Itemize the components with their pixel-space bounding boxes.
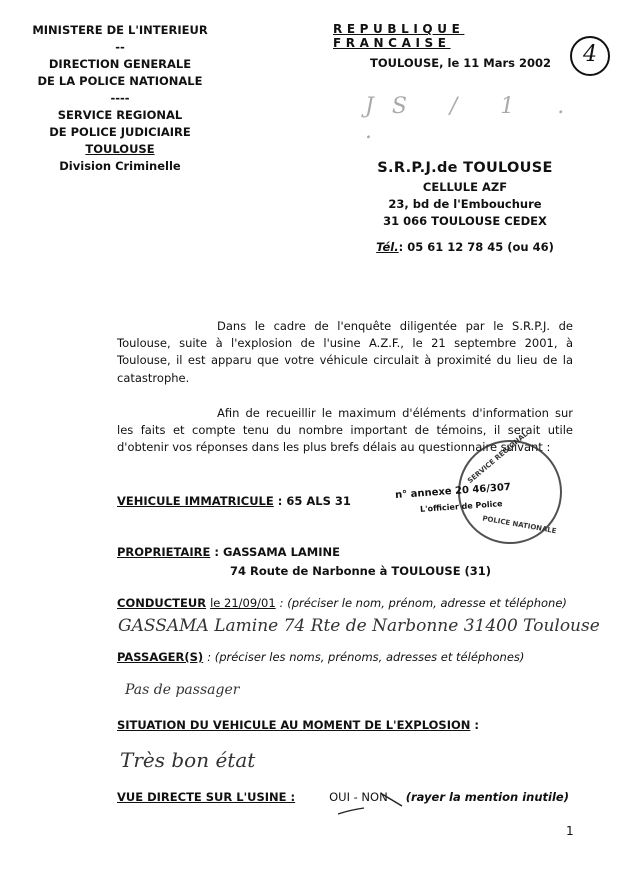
cellule-name: CELLULE AZF [422,180,508,194]
telephone [340,240,590,254]
passenger-label: PASSAGER(S) [117,650,204,664]
vehicle-row [117,494,351,508]
stamp-overlay-line2: L'officier de Police [419,499,503,514]
page-mark-circle: 4 [570,36,610,76]
issuer-block [20,22,220,175]
view-label: VUE DIRECTE SUR L'USINE : [117,790,296,804]
sender-block [340,160,590,254]
stamp-overlay-line1: n° annexe 20 46/307 [394,481,512,502]
situation-label: SITUATION DU VEHICULE AU MOMENT DE L'EXPLOSION [117,718,471,732]
stamp-text-top: SERVICE REGIONAL [466,430,530,486]
separator: ---- [110,91,130,105]
direction-line2: DE LA POLICE NATIONALE [37,74,203,88]
handwritten-reference: JS / 1 . . [365,94,583,144]
view-value: OUI - NON [329,790,388,804]
situation-row [117,718,479,732]
passenger-answer: Pas de passager [125,682,240,698]
service-city: TOULOUSE [85,142,155,156]
stamp-text-bottom: POLICE NATIONALE [481,514,558,536]
tel-label: Tél. [376,240,399,254]
vehicle-label: VEHICULE IMMATRICULE [117,494,274,508]
driver-date: le 21/09/01 [210,596,276,610]
driver-answer: GASSAMA Lamine 74 Rte de Narbonne 31400 Toulouse [118,616,600,636]
passenger-row [117,650,524,664]
address-line1: 23, bd de l'Embouchure [388,197,542,211]
republic-title: REPUBLIQUE FRANCAISE [333,22,465,50]
owner-row [117,545,340,559]
intro-paragraph: Dans le cadre de l'enquête diligentée par le S.R.P.J. de Toulouse, suite à l'explosion de l'usine A.Z.F., le 21 septembre 2001, à Toulouse, il est apparu que votre véhicule circulait à proximité du lieu de la catastrophe. [117,319,573,385]
situation-answer: Très bon état [120,748,256,772]
handwritten-strike-marks [330,788,420,818]
srpj-name: S.R.P.J.de TOULOUSE [377,160,553,176]
owner-address: 74 Route de Narbonne à TOULOUSE (31) [230,564,492,578]
passenger-hint: : (préciser les noms, prénoms, adresses et téléphones) [207,650,525,664]
division-name: Division Criminelle [59,159,181,173]
separator: -- [115,40,125,54]
situation-colon: : [474,718,480,732]
address-line2: 31 066 TOULOUSE CEDEX [383,214,547,228]
letter-date: TOULOUSE, le 11 Mars 2002 [370,56,551,70]
owner-value: : GASSAMA LAMINE [214,545,341,559]
view-hint: (rayer la mention inutile) [405,790,569,804]
vehicle-value: : 65 ALS 31 [277,494,351,508]
direction-line1: DIRECTION GENERALE [48,57,192,71]
service-line1: SERVICE REGIONAL [57,108,183,122]
driver-label: CONDUCTEUR [117,596,207,610]
service-line2: DE POLICE JUDICIAIRE [49,125,191,139]
request-paragraph: Afin de recueillir le maximum d'éléments d'information sur les faits et compte tenu du nombre important de témoins, il serait utile d'obtenir vos réponses dans les plus brefs délais au questionnaire suivant : [117,406,573,455]
driver-row [117,596,567,610]
tel-value: : 05 61 12 78 45 (ou 46) [398,240,554,254]
driver-hint: : (préciser le nom, prénom, adresse et téléphone) [279,596,567,610]
ministry-name: MINISTERE DE L'INTERIEUR [32,23,208,37]
owner-label: PROPRIETAIRE [117,545,211,559]
page-number: 1 [566,824,574,838]
